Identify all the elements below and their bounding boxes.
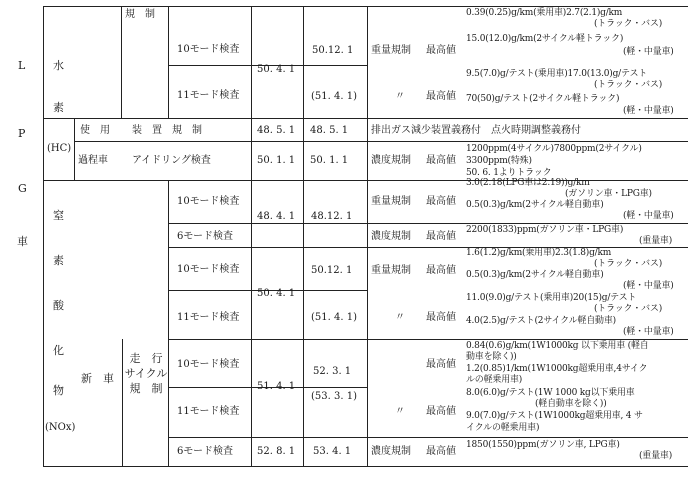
title-char-sha: 車 [17,235,28,248]
limit-value: (軽自動車を除く)) [535,399,607,409]
limit-value: (ガソリン車・LPG車) [565,189,652,199]
rule [43,180,688,181]
limit-value: イクルの軽乗用車) [466,423,540,433]
hc-label-char-1: 水 [53,59,64,72]
test-name: 11モード検査 [177,312,240,323]
regulation-type: 重量規制 [371,196,411,207]
limit-value: (重量車) [639,236,673,246]
rule [43,6,44,467]
regulation-type: 重量規制 [371,45,411,56]
value-kind: 最高値 [426,155,456,166]
limit-value: (軽・中量車) [623,211,674,221]
regulation-type: 〃 [395,406,405,417]
rule [168,180,169,467]
limit-value: 0.39(0.25)g/km(乗用車)2.7(2.1)g/km [466,8,623,18]
regulation-type: 〃 [395,312,405,323]
test-name: 10モード検査 [177,264,240,275]
limit-value: 9.5(7.0)g/テスト(乗用車)17.0(13.0)g/テスト [466,69,648,79]
limit-value: 11.0(9.0)g/テスト(乗用車)20(15)g/テスト [466,293,637,303]
value-kind: 最高値 [426,91,456,102]
regulation-type: 濃度規制 [371,155,411,166]
date-apply: (51. 4. 1) [311,312,357,323]
date-apply: (51. 4. 1) [311,91,357,102]
limit-value: 3300ppm(特殊) [466,156,532,166]
limit-value: 1200ppm(4サイクル)7800ppm(2サイクル) [466,144,642,154]
date-start: 50. 1. 1 [257,155,296,166]
limit-value: 2200(1833)ppm(ガソリン車・LPG車) [466,225,624,235]
title-char-g: G [18,182,27,195]
test-name: アイドリング検査 [132,155,211,166]
value-kind: 最高値 [426,312,456,323]
test-name: 6モード検査 [177,446,233,457]
title-char-p: P [18,127,26,140]
limit-value: 3.0(2.18(LPG車は2.19))g/km [466,178,590,188]
regulation-type: 重量規制 [371,265,411,276]
date-apply: 48. 5. 1 [310,125,349,136]
limit-value: (トラック・バス) [594,80,663,90]
date-apply: 52. 3. 1 [313,366,352,377]
limit-value: 0.84(0.6)g/km(1W1000kg 以下乗用車 (軽自 [466,341,649,351]
date-apply: 50.12. 1 [312,45,354,56]
limit-value: ルの軽乗用車) [466,375,523,385]
date-apply: (53. 3. 1) [311,391,357,402]
test-name: 10モード検査 [177,44,240,55]
nox-label-char-2: 素 [53,254,64,267]
date-start: 51. 4. 1 [257,381,296,392]
rule [122,339,123,467]
limit-value: (トラック・バス) [594,304,663,314]
date-start: 48. 4. 1 [257,211,296,222]
limit-value: 0.5(0.3)g/km(2サイクル軽自動車) [466,270,604,280]
date-start: 50. 4. 1 [257,288,296,299]
limit-value: 動車を除く)) [466,352,517,362]
hc-label-code: (HC) [47,143,72,154]
date-start: 52. 8. 1 [257,446,296,457]
value-kind: 最高値 [426,446,456,457]
rule [43,118,688,119]
regulation-type: 濃度規制 [371,231,411,242]
nox-label-code: (NOx) [45,422,76,433]
limit-value: (軽・中量車) [623,47,674,57]
rule [74,141,688,142]
rule [367,6,368,467]
date-start: 48. 5. 1 [257,125,296,136]
limit-value: (軽・中量車) [623,281,674,291]
date-start: 50. 4. 1 [257,64,296,75]
regulation-type: 濃度規制 [371,446,411,457]
title-char-l: L [18,59,26,72]
value-kind: 最高値 [426,265,456,276]
limit-value: 50. 6. 1よりトラック [466,168,552,178]
rule [168,437,688,438]
limit-value: 排出ガス減少装置義務付 点火時期調整義務付 [371,125,581,136]
limit-value: 4.0(2.5)g/テスト(2サイクル軽自動車) [466,316,616,326]
nox-label-char-1: 窒 [53,209,64,222]
limit-value: (重量車) [639,451,673,461]
rule [74,118,75,180]
limit-value: 9.0(7.0)g/テスト(1W1000kg超乗用車, 4 サ [466,411,643,421]
limit-value: (トラック・バス) [594,259,663,269]
date-apply: 50.12. 1 [311,265,353,276]
limit-value: 70(50)g/テスト(2サイクル軽トラック) [466,94,620,104]
value-kind: 最高値 [426,45,456,56]
limit-value: 1.6(1.2)g/km(乗用車)2.3(1.8)g/km [466,248,612,258]
date-apply: 53. 4. 1 [313,446,352,457]
rule [121,6,122,119]
rule [251,6,252,467]
rule [43,6,688,7]
nox-label-char-5: 物 [53,384,64,397]
limit-value: 15.0(12.0)g/km(2サイクル軽トラック) [466,34,624,44]
hc-katei-label: 過程車 [78,155,108,166]
test-name: 10モード検査 [177,359,240,370]
limit-value: 1850(1550)ppm(ガソリン車, LPG車) [466,440,620,450]
rule [168,223,688,224]
regulation-type: 〃 [395,91,405,102]
nox-shinsha-label: 新 車 [81,372,114,385]
nox-sokou-label: 走 行 サイクル 規 制 [124,352,168,395]
test-name: 装 置 規 制 [132,125,202,136]
test-name: 6モード検査 [177,231,233,242]
date-apply: 50. 1. 1 [310,155,349,166]
limit-value: 1.2(0.85)1/km(1W1000kg超乗用車,4サイク [466,364,648,374]
value-kind: 最高値 [426,231,456,242]
date-apply: 48.12. 1 [311,211,353,222]
hc-kisei-label: 規 制 [125,9,155,20]
rule [168,6,169,119]
limit-value: (軽・中量車) [623,106,674,116]
test-name: 11モード検査 [177,90,240,101]
value-kind: 最高値 [426,406,456,417]
hc-shiyou-label: 使 用 [80,125,110,136]
nox-label-char-4: 化 [53,344,64,357]
hc-label-char-2: 素 [53,101,64,114]
limit-value: (トラック・バス) [594,19,663,29]
value-kind: 最高値 [426,196,456,207]
rule [168,339,688,340]
value-kind: 最高値 [426,359,456,370]
limit-value: (軽・中量車) [623,327,674,337]
test-name: 10モード検査 [177,196,240,207]
limit-value: 8.0(6.0)g/テスト(1W 1000 kg以下乗用車 [466,388,635,398]
nox-label-char-3: 酸 [53,299,64,312]
rule [303,6,304,467]
test-name: 11モード検査 [177,406,240,417]
limit-value: 0.5(0.3)g/km(2サイクル軽自動車) [466,200,604,210]
rule [43,466,688,467]
